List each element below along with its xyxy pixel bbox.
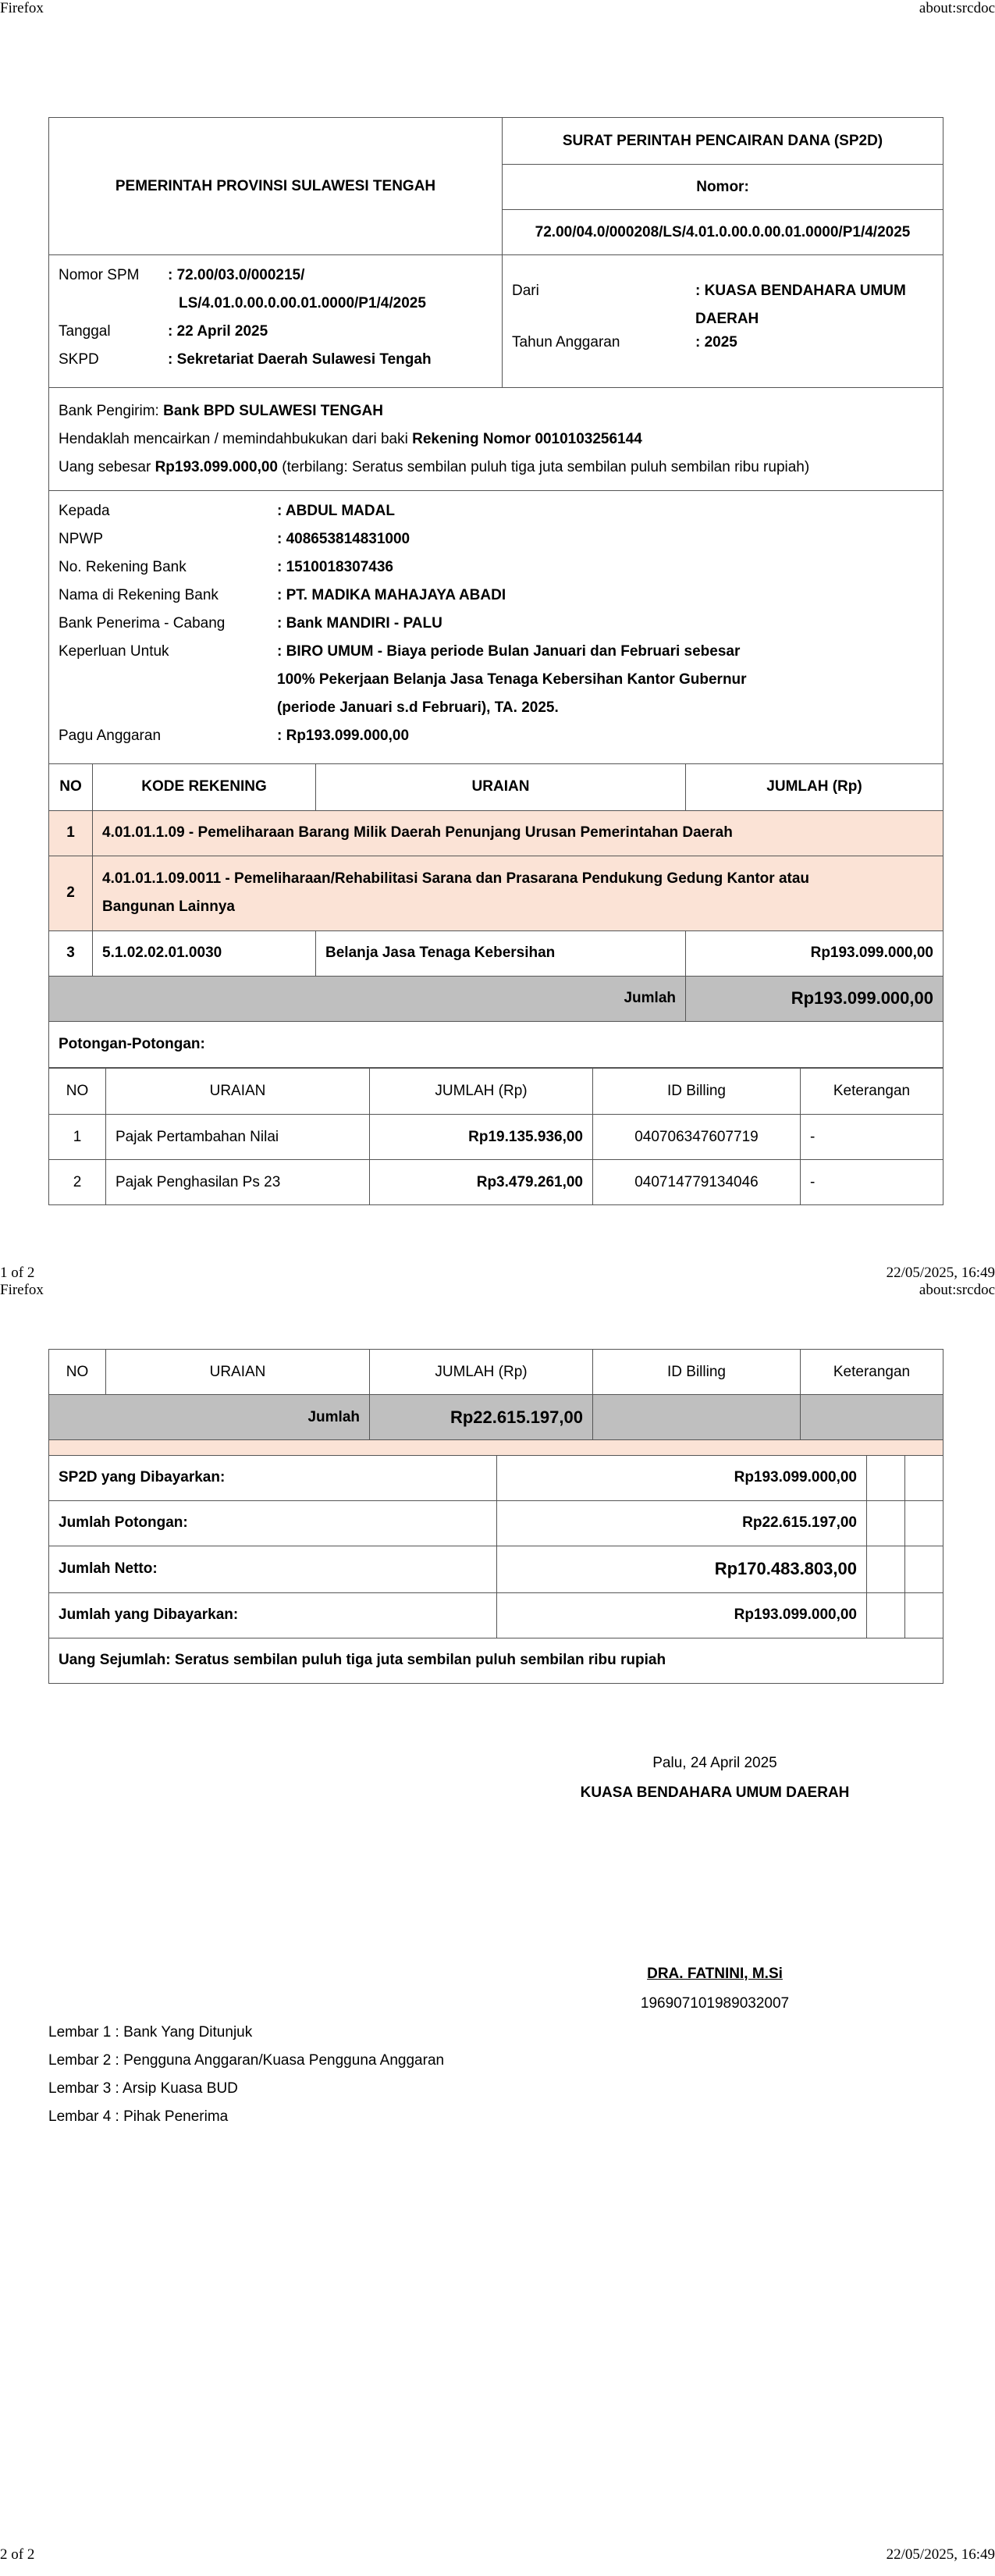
recipient-section [49,491,943,764]
bank-pengirim-value: Bank BPD SULAWESI TENGAH [163,402,383,419]
summary-value: Rp170.483.803,00 [497,1546,867,1592]
pot-row-ket: - [801,1160,943,1205]
uang-amount: Rp193.099.000,00 [155,458,278,475]
recipient-label: Bank Penerima - Cabang [59,615,226,632]
pot-row-jumlah: Rp3.479.261,00 [370,1160,593,1205]
summary-value: Rp193.099.000,00 [497,1592,867,1638]
recipient-value: : 408653814831000 [277,531,410,547]
potongan-title: Potongan-Potongan: [49,1021,943,1068]
signature-block [496,1749,933,1808]
signature-position: KUASA BENDAHARA UMUM DAERAH [580,1784,850,1801]
pot-row-billing: 040714779134046 [593,1160,801,1205]
pot-header-billing: ID Billing [593,1068,801,1115]
rekening-table [48,763,943,1069]
summary-row [49,1592,943,1638]
pot-header-uraian: URAIAN [106,1350,370,1395]
uang-terbilang: (terbilang: Seratus sembilan puluh tiga juta sembilan puluh sembilan ribu rupiah) [282,458,810,475]
dari-value-2: DAERAH [695,311,759,327]
pagu-label: Pagu Anggaran [59,728,162,744]
page-url: about:srcdoc [919,0,995,16]
dari-info [503,255,943,388]
keperluan-label: Keperluan Untuk [59,643,169,660]
pot-row-ket: - [801,1115,943,1160]
rek-row-2-text: 4.01.01.1.09.0011 - Pemeliharaan/Rehabilitasi Sarana dan Prasarana Pendukung Gedung Kantor atau Bangunan Lainnya [93,856,943,930]
spm-label: Nomor SPM [59,267,140,283]
doc-title: SURAT PERINTAH PENCAIRAN DANA (SP2D) [503,118,943,165]
rek-row-2-no: 2 [49,856,93,930]
rek-header-kode: KODE REKENING [93,763,316,810]
pot-header-billing: ID Billing [593,1350,801,1395]
pot-header-no: NO [49,1350,106,1395]
sp2d-document-continued [48,1349,943,1684]
print-timestamp: 22/05/2025, 16:49 [886,1265,995,1281]
rek-row-1-text: 4.01.01.1.09 - Pemeliharaan Barang Milik Daerah Penunjang Urusan Pemerintahan Daerah [93,810,943,856]
lembar-item: Lembar 1 : Bank Yang Ditunjuk [48,2024,253,2041]
rek-total-value: Rp193.099.000,00 [686,976,943,1021]
signatory [496,1959,933,2019]
page-number: 2 of 2 [0,2546,35,2563]
pot-header-ket: Keterangan [801,1068,943,1115]
keperluan-line-3: (periode Januari s.d Februari), TA. 2025. [277,699,559,716]
government-name: PEMERINTAH PROVINSI SULAWESI TENGAH [49,118,503,255]
recipient-row [59,497,933,525]
recipient-value: : 1510018307436 [277,559,393,575]
summary-label: Jumlah yang Dibayarkan: [49,1592,497,1638]
keperluan-line-2: 100% Pekerjaan Belanja Jasa Tenaga Kebersihan Kantor Gubernur [277,671,747,688]
summary-row [49,1455,943,1500]
lembar-item: Lembar 3 : Arsip Kuasa BUD [48,2080,238,2097]
rek-row-3-no: 3 [49,930,93,976]
recipient-label: No. Rekening Bank [59,559,187,575]
signature-place-date: Palu, 24 April 2025 [652,1755,777,1771]
page-number: 1 of 2 [0,1265,35,1281]
recipient-label: Nama di Rekening Bank [59,587,219,603]
recipient-row [59,610,933,638]
header-table [48,117,943,764]
distribution-list [48,2019,444,2131]
rek-row-3-kode: 5.1.02.02.01.0030 [93,930,316,976]
keperluan-line-1: : BIRO UMUM - Biaya periode Bulan Januari dan Februari sebesar [277,643,741,660]
recipient-label: NPWP [59,531,103,547]
pot-header-uraian: URAIAN [106,1068,370,1115]
pot-row-uraian: Pajak Penghasilan Ps 23 [106,1160,370,1205]
nomor-label: Nomor: [503,165,943,210]
terbilang-text: Uang Sejumlah: Seratus sembilan puluh tiga juta sembilan puluh sembilan ribu rupiah [49,1638,943,1683]
pot-total-label: Jumlah [49,1395,370,1440]
spm-value-2: LS/4.01.0.00.0.00.01.0000/P1/4/2025 [179,295,426,311]
pot-row-no: 1 [49,1115,106,1160]
sp2d-document [48,117,943,1205]
print-timestamp: 22/05/2025, 16:49 [886,2546,995,2563]
browser-name: Firefox [0,1282,44,1298]
table-row [49,1115,943,1160]
tanggal-value: : 22 April 2025 [168,323,268,340]
summary-label: Jumlah Potongan: [49,1500,497,1546]
table-row [49,810,943,856]
recipient-row [59,582,933,610]
nomor-value: 72.00/04.0/000208/LS/4.01.0.00.0.00.01.0000/P1/4/2025 [503,210,943,255]
tanggal-label: Tanggal [59,323,111,340]
pot-row-billing: 040706347607719 [593,1115,801,1160]
rek-row-3-jumlah: Rp193.099.000,00 [686,930,943,976]
rek-total-label: Jumlah [49,976,686,1021]
pagu-value: : Rp193.099.000,00 [277,728,410,744]
rek-header-no: NO [49,763,93,810]
pot-header-ket: Keterangan [801,1350,943,1395]
summary-label: Jumlah Netto: [49,1546,497,1592]
lembar-item: Lembar 4 : Pihak Penerima [48,2108,229,2125]
dari-value-1: : KUASA BENDAHARA UMUM [695,283,906,299]
pot-total-value: Rp22.615.197,00 [370,1395,593,1440]
pot-row-no: 2 [49,1160,106,1205]
spacer-row [49,1440,943,1456]
potongan-table-continued [48,1349,943,1456]
recipient-value: : Bank MANDIRI - PALU [277,615,442,632]
recipient-value: : ABDUL MADAL [277,503,395,519]
signatory-name: DRA. FATNINI, M.Si [647,1966,783,1982]
tahun-value: : 2025 [695,334,737,350]
rek-header-uraian: URAIAN [316,763,686,810]
recipient-row [59,525,933,553]
dari-label: Dari [512,283,539,299]
rek-row-1-no: 1 [49,810,93,856]
bank-pengirim-label: Bank Pengirim: [59,402,159,419]
summary-row [49,1546,943,1592]
skpd-label: SKPD [59,351,99,368]
signatory-nip: 196907101989032007 [640,1995,790,2012]
summary-value: Rp193.099.000,00 [497,1455,867,1500]
summary-row [49,1500,943,1546]
summary-table [48,1455,943,1684]
rek-header-jumlah: JUMLAH (Rp) [686,763,943,810]
recipient-value: : PT. MADIKA MAHAJAYA ABADI [277,587,506,603]
lembar-item: Lembar 2 : Pengguna Anggaran/Kuasa Pengguna Anggaran [48,2052,445,2069]
recipient-label: Kepada [59,503,110,519]
skpd-value: : Sekretariat Daerah Sulawesi Tengah [168,351,432,368]
rek-row-3-uraian: Belanja Jasa Tenaga Kebersihan [316,930,686,976]
spm-value-1: : 72.00/03.0/000215/ [168,267,305,283]
summary-label: SP2D yang Dibayarkan: [49,1455,497,1500]
browser-name: Firefox [0,0,44,16]
pot-header-jumlah: JUMLAH (Rp) [370,1350,593,1395]
uang-label: Uang sebesar [59,458,151,475]
rekening-nomor: Rekening Nomor 0010103256144 [412,430,642,447]
recipient-row [59,553,933,582]
pot-row-jumlah: Rp19.135.936,00 [370,1115,593,1160]
summary-value: Rp22.615.197,00 [497,1500,867,1546]
pot-header-jumlah: JUMLAH (Rp) [370,1068,593,1115]
table-row [49,1160,943,1205]
bank-section [49,388,943,491]
page-url: about:srcdoc [919,1282,995,1298]
spm-info [49,255,503,388]
pot-row-uraian: Pajak Pertambahan Nilai [106,1115,370,1160]
table-row [49,856,943,930]
tahun-label: Tahun Anggaran [512,334,620,350]
table-row [49,930,943,976]
pot-header-no: NO [49,1068,106,1115]
potongan-table [48,1067,943,1205]
instruction-text: Hendaklah mencairkan / memindahbukukan dari baki [59,430,408,447]
